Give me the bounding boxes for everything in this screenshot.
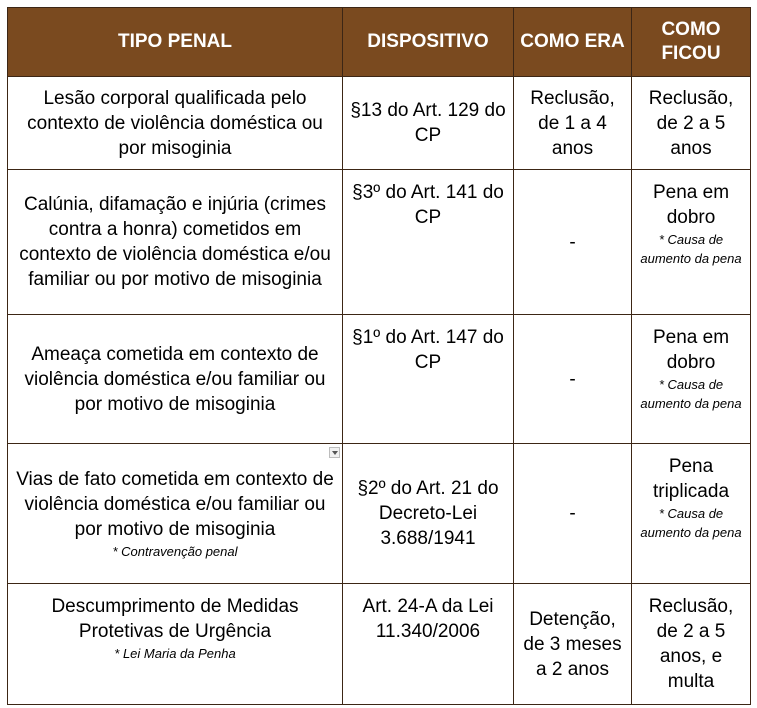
header-como-ficou: COMO FICOU <box>632 8 751 77</box>
table-row <box>8 584 751 705</box>
como-ficou-cell <box>632 444 751 584</box>
como-ficou-text: Reclusão, de 2 a 5 anos <box>648 87 734 159</box>
dispositivo-text: §13 do Art. 129 do CP <box>350 100 506 146</box>
como-ficou-text: Pena triplicada <box>652 456 730 502</box>
header-como-era: COMO ERA <box>514 8 632 77</box>
tipo-penal-cell <box>8 444 343 584</box>
como-ficou-cell <box>632 584 751 705</box>
como-era-text: - <box>569 231 576 253</box>
tipo-penal-note: * Lei Maria da Penha <box>114 646 236 661</box>
como-ficou-note: * Causa de aumento da pena <box>640 506 742 540</box>
como-ficou-cell <box>632 170 751 315</box>
table-row <box>8 444 751 584</box>
tipo-penal-cell <box>8 584 343 705</box>
table-row <box>8 77 751 170</box>
dispositivo-cell <box>343 444 514 584</box>
como-era-text: - <box>569 368 576 390</box>
como-era-text: Reclusão, de 1 a 4 anos <box>530 87 615 159</box>
dispositivo-cell <box>343 584 514 705</box>
penal-changes-table <box>7 7 751 705</box>
como-ficou-text: Reclusão, de 2 a 5 anos, e multa <box>648 596 734 692</box>
header-tipo-penal: TIPO PENAL <box>8 8 343 77</box>
como-ficou-cell <box>632 315 751 444</box>
table-row <box>8 315 751 444</box>
como-era-cell <box>514 444 632 584</box>
tipo-penal-text: Calúnia, difamação e injúria (crimes contra a honra) cometidos em contexto de violência doméstica e/ou familiar ou por motivo de misoginia <box>19 194 331 290</box>
tipo-penal-note: * Contravenção penal <box>112 543 238 559</box>
dispositivo-text: Art. 24-A da Lei 11.340/2006 <box>362 596 494 642</box>
dropdown-arrow-icon[interactable] <box>329 447 340 458</box>
tipo-penal-cell <box>8 315 343 444</box>
dispositivo-cell <box>343 77 514 170</box>
tipo-penal-cell <box>8 170 343 315</box>
dispositivo-text: §1º do Art. 147 do CP <box>352 327 504 373</box>
como-era-text: - <box>569 503 576 524</box>
como-ficou-text: Pena em dobro <box>652 327 730 373</box>
como-era-cell <box>514 315 632 444</box>
como-era-text: Detenção, de 3 meses a 2 anos <box>523 608 622 680</box>
como-era-cell <box>514 584 632 705</box>
tipo-penal-cell <box>8 77 343 170</box>
dispositivo-cell <box>343 170 514 315</box>
table-row <box>8 170 751 315</box>
tipo-penal-text: Lesão corporal qualificada pelo contexto de violência doméstica ou por misoginia <box>27 87 323 159</box>
como-ficou-cell <box>632 77 751 170</box>
dispositivo-text: §3º do Art. 141 do CP <box>352 182 504 228</box>
tipo-penal-text: Ameaça cometida em contexto de violência doméstica e/ou familiar ou por motivo de misoginia <box>24 343 326 415</box>
como-ficou-text: Pena em dobro <box>652 182 730 228</box>
header-row <box>8 8 751 77</box>
como-era-cell <box>514 170 632 315</box>
como-era-cell <box>514 77 632 170</box>
header-dispositivo: DISPOSITIVO <box>343 8 514 77</box>
dispositivo-cell <box>343 315 514 444</box>
dispositivo-text: §2º do Art. 21 do Decreto-Lei 3.688/1941 <box>357 478 499 549</box>
tipo-penal-text: Vias de fato cometida em contexto de violência doméstica e/ou familiar ou por motivo de misoginia <box>16 468 334 540</box>
tipo-penal-text: Descumprimento de Medidas Protetivas de Urgência <box>51 596 299 642</box>
como-ficou-note: * Causa de aumento da pena <box>640 377 742 411</box>
como-ficou-note: * Causa de aumento da pena <box>640 232 742 266</box>
